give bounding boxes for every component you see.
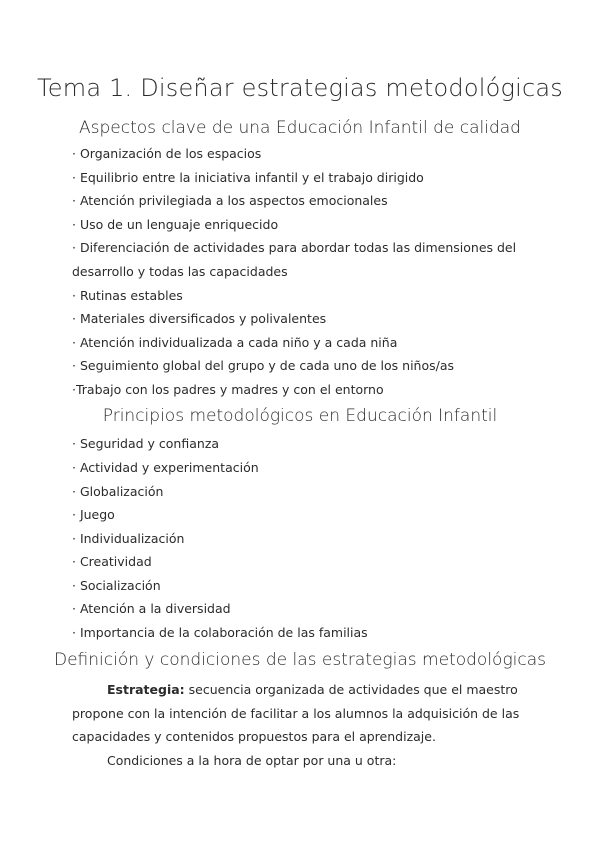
list-item: · Juego <box>72 507 115 522</box>
definition-text: secuencia organizada de actividades que el maestro <box>184 682 518 697</box>
list-item-continuation: desarrollo y todas las capacidades <box>72 264 288 279</box>
list-item: · Atención individualizada a cada niño y a cada niña <box>72 335 398 350</box>
definition-line: propone con la intención de facilitar a los alumnos la adquisición de las <box>72 706 520 721</box>
definition-term: Estrategia: <box>107 682 185 697</box>
list-item: · Actividad y experimentación <box>72 460 259 475</box>
section-heading-principios: Principios metodológicos en Educación Infantil <box>102 406 498 426</box>
list-item: · Importancia de la colaboración de las familias <box>72 625 368 640</box>
list-item: · Materiales diversificados y polivalentes <box>72 311 327 326</box>
conditions-line: Condiciones a la hora de optar por una u otra: <box>107 753 397 768</box>
page-title: Tema 1. Diseñar estrategias metodológicas <box>37 74 563 102</box>
list-item: · Equilibrio entre la iniciativa infantil y el trabajo dirigido <box>72 170 424 185</box>
list-item: · Atención privilegiada a los aspectos emocionales <box>72 193 388 208</box>
list-item: · Globalización <box>72 484 164 499</box>
list-item: ·Trabajo con los padres y madres y con el entorno <box>72 382 384 397</box>
list-item: · Seguimiento global del grupo y de cada uno de los niños/as <box>72 358 455 373</box>
list-item: · Rutinas estables <box>72 288 183 303</box>
list-item: · Atención a la diversidad <box>72 601 231 616</box>
list-item: · Creatividad <box>72 554 152 569</box>
section-heading-aspectos: Aspectos clave de una Educación Infantil de calidad <box>79 118 521 138</box>
definition-paragraph <box>107 682 518 698</box>
list-item: · Organización de los espacios <box>72 146 262 161</box>
list-item: · Diferenciación de actividades para abordar todas las dimensiones del <box>72 240 517 255</box>
list-item: · Individualización <box>72 531 185 546</box>
section-heading-definicion: Definición y condiciones de las estrategias metodológicas <box>54 650 546 670</box>
list-item: · Socialización <box>72 578 161 593</box>
list-item: · Uso de un lenguaje enriquecido <box>72 217 279 232</box>
definition-line: capacidades y contenidos propuestos para el aprendizaje. <box>72 729 436 744</box>
list-item: · Seguridad y confianza <box>72 436 220 451</box>
